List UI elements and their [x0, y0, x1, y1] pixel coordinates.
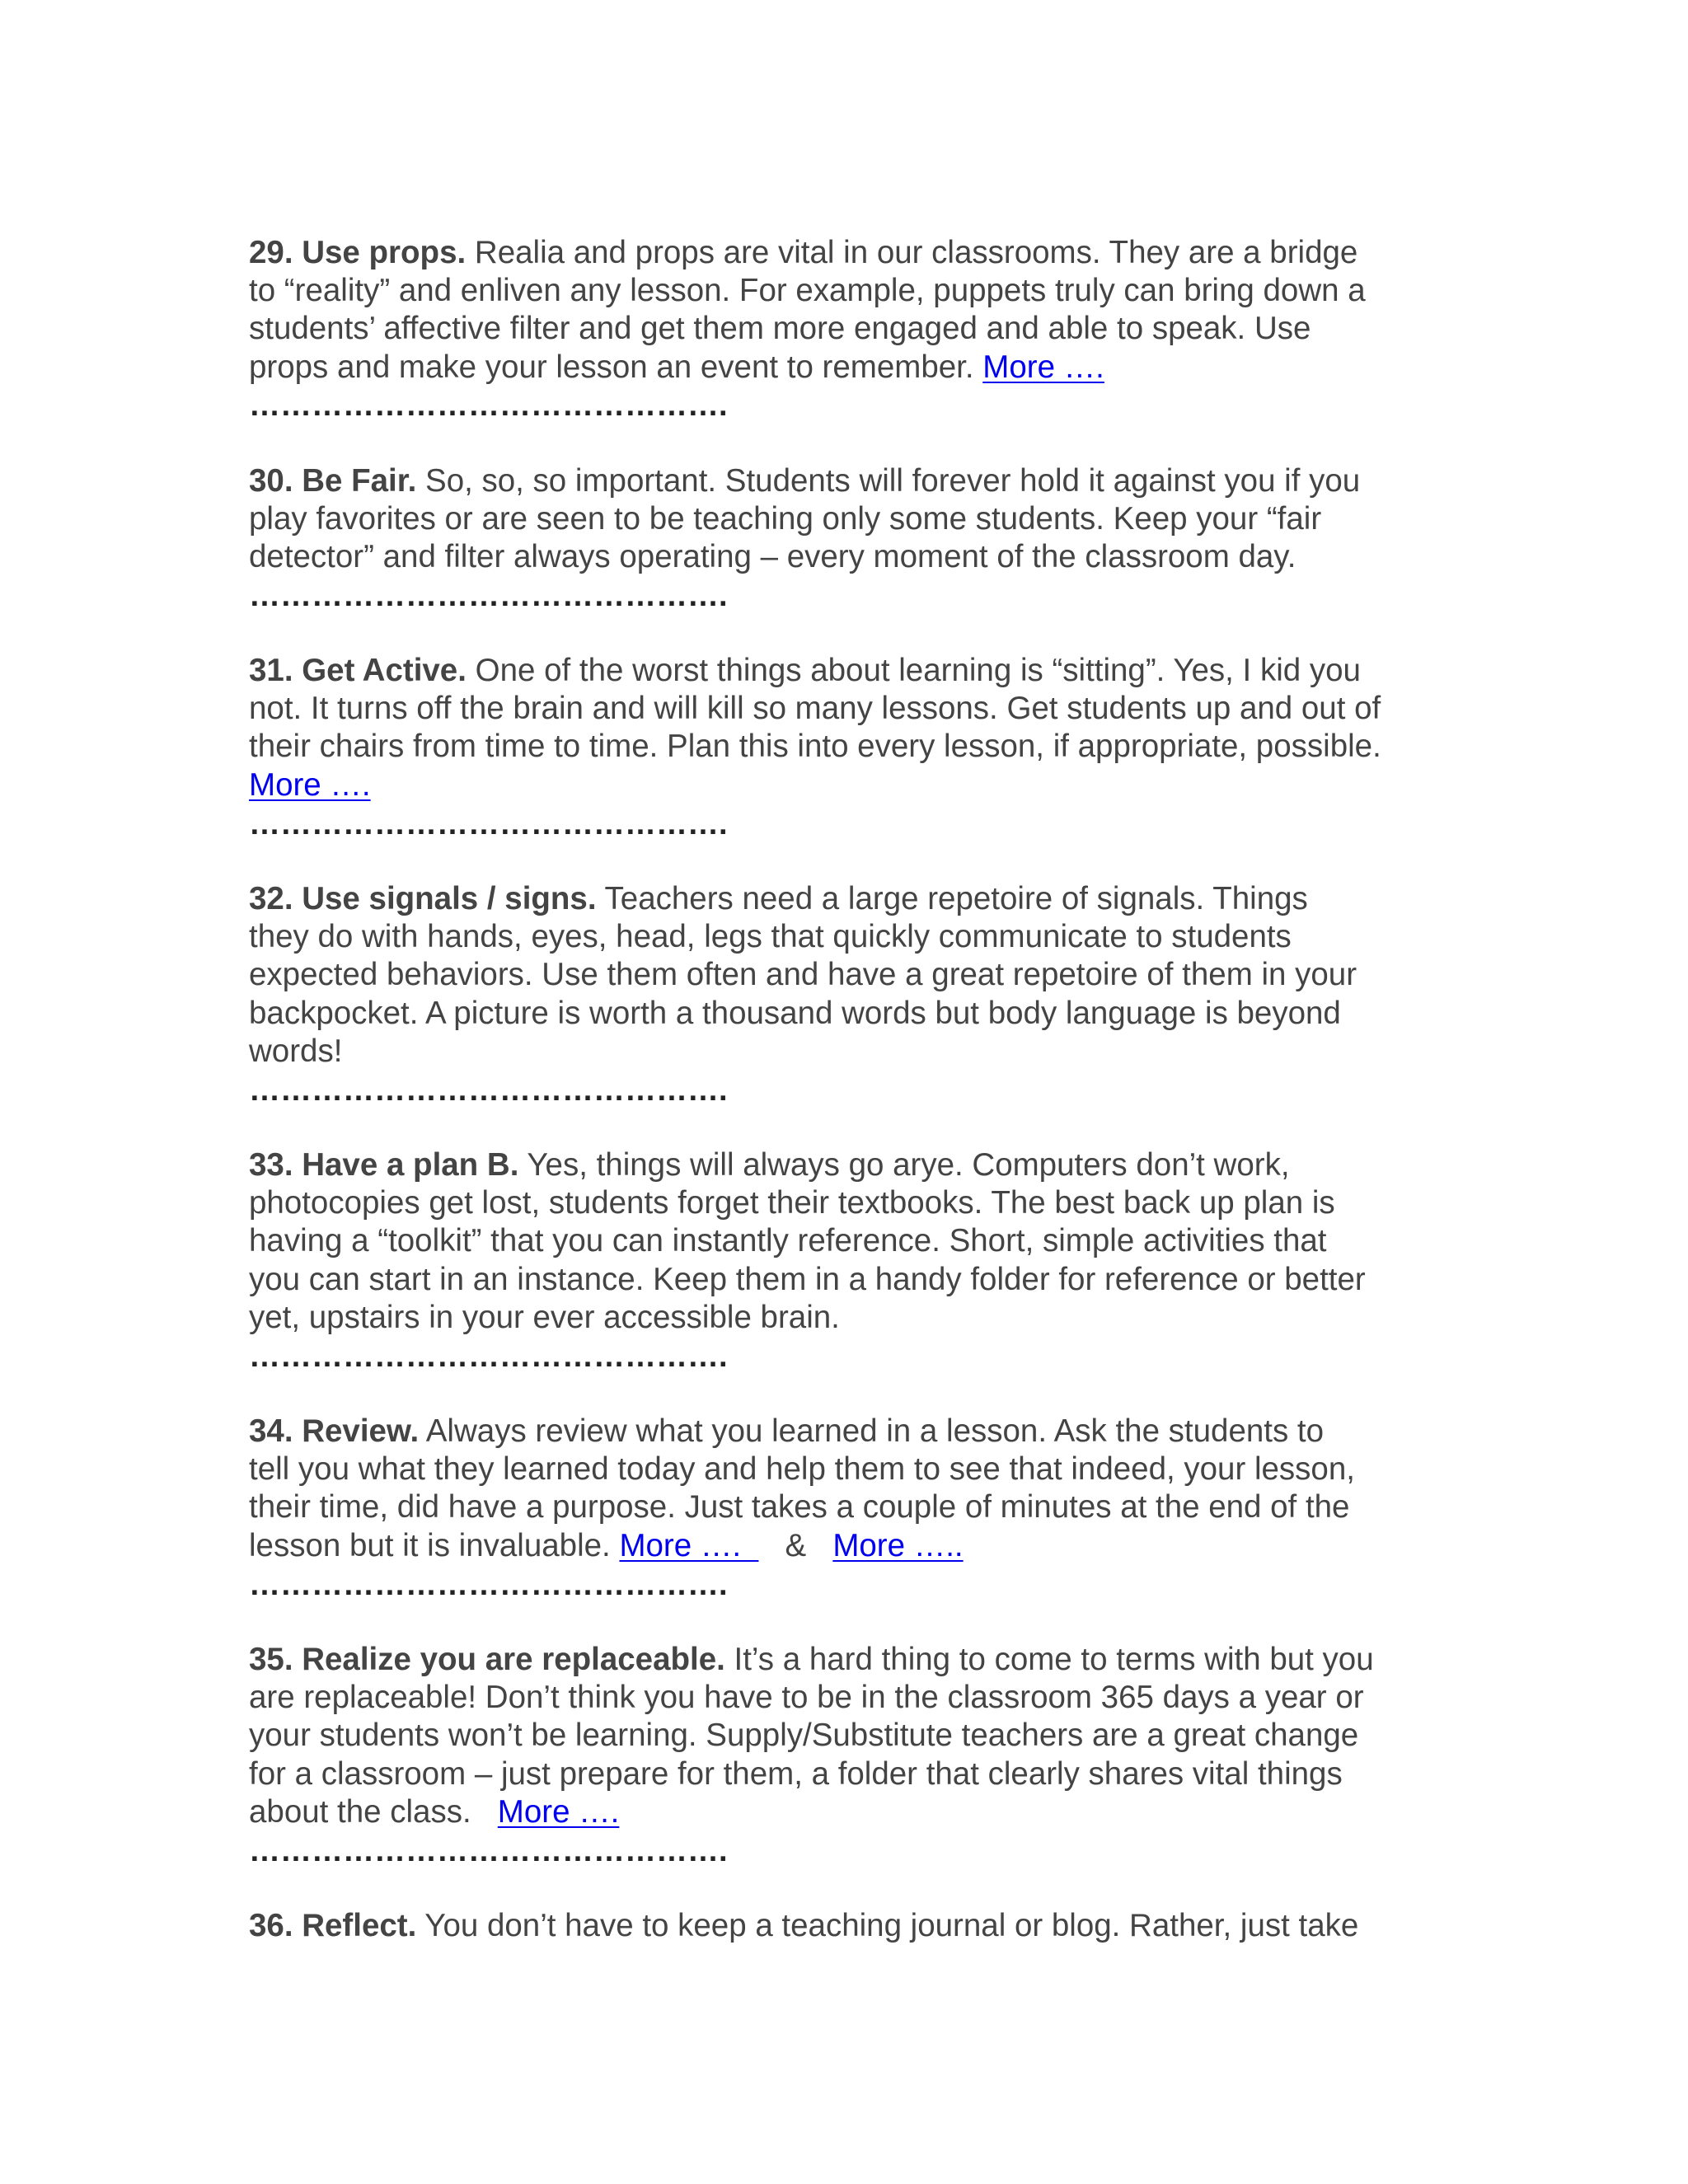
- separator-dots: ……………………………………….: [249, 1834, 728, 1868]
- tip-text: photocopies get lost, students forget their textbooks. The best back up plan is: [249, 1185, 1335, 1221]
- tip-32: [249, 880, 1469, 1071]
- tip-text: your students won’t be learning. Supply/Substitute teachers are a great change: [249, 1718, 1359, 1754]
- tip-33: [249, 1146, 1469, 1337]
- separator-dots: ……………………………………….: [249, 807, 728, 841]
- ampersand: &: [758, 1527, 833, 1563]
- tip-text: One of the worst things about learning is “sitting”. Yes, I kid you: [466, 653, 1361, 688]
- tip-text: their chairs from time to time. Plan this into every lesson, if appropriate, possible.: [249, 729, 1381, 765]
- tip-text: Always review what you learned in a lesson. Ask the students to: [419, 1413, 1325, 1449]
- separator-dots: ……………………………………….: [249, 579, 728, 613]
- more-link[interactable]: More ….: [982, 349, 1104, 385]
- tip-text: Yes, things will always go arye. Computers don’t work,: [518, 1147, 1290, 1183]
- tip-text: backpocket. A picture is worth a thousand words but body language is beyond: [249, 995, 1341, 1031]
- tip-text: So, so, so important. Students will forever hold it against you if you: [416, 463, 1361, 499]
- tip-29: [249, 234, 1469, 387]
- tip-text: yet, upstairs in your ever accessible brain.: [249, 1299, 840, 1335]
- more-link[interactable]: More ….: [619, 1527, 759, 1563]
- tip-text: you can start in an instance. Keep them in a handy folder for reference or better: [249, 1261, 1366, 1297]
- tip-35: [249, 1641, 1469, 1831]
- tip-title: 32. Use signals / signs.: [249, 881, 597, 916]
- tip-text: not. It turns off the brain and will kill so many lessons. Get students up and out of: [249, 691, 1381, 727]
- separator-dots: ……………………………………….: [249, 1568, 728, 1602]
- tip-title: 34. Review.: [249, 1413, 420, 1449]
- tip-text: having a “toolkit” that you can instantly reference. Short, simple activities that: [249, 1223, 1327, 1259]
- tip-text: students’ affective filter and get them more engaged and able to speak. Use: [249, 311, 1311, 347]
- tip-text: to “reality” and enliven any lesson. For example, puppets truly can bring down a: [249, 273, 1366, 309]
- tip-text: lesson but it is invaluable.: [249, 1527, 620, 1563]
- more-link[interactable]: More ….: [249, 766, 371, 803]
- tip-text: Realia and props are vital in our classrooms. They are a bridge: [466, 235, 1358, 270]
- tip-title: 36. Reflect.: [249, 1908, 417, 1943]
- tip-text: You don’t have to keep a teaching journal or blog. Rather, just take: [416, 1908, 1359, 1943]
- tip-30: [249, 462, 1469, 577]
- separator-dots: ……………………………………….: [249, 1073, 728, 1108]
- more-link-2[interactable]: More …..: [832, 1527, 964, 1563]
- tip-text: about the class.: [249, 1793, 498, 1830]
- tip-36: [249, 1907, 1469, 1945]
- tip-text: their time, did have a purpose. Just takes a couple of minutes at the end of the: [249, 1489, 1350, 1526]
- tip-title: 29. Use props.: [249, 235, 467, 270]
- tip-text: detector” and filter always operating – every moment of the classroom day.: [249, 539, 1296, 575]
- tip-text: play favorites or are seen to be teaching only some students. Keep your “fair: [249, 501, 1322, 537]
- tip-title: 33. Have a plan B.: [249, 1147, 519, 1183]
- tip-text: words!: [249, 1033, 343, 1069]
- tip-34: [249, 1413, 1469, 1565]
- tip-text: tell you what they learned today and help them to see that indeed, your lesson,: [249, 1451, 1355, 1488]
- tip-text: Teachers need a large repetoire of signals. Things: [596, 881, 1308, 916]
- tip-text: expected behaviors. Use them often and have a great repetoire of them in your: [249, 957, 1357, 993]
- tip-title: 35. Realize you are replaceable.: [249, 1642, 725, 1677]
- tip-31: [249, 652, 1469, 804]
- tip-text: are replaceable! Don’t think you have to be in the classroom 365 days a year or: [249, 1680, 1364, 1716]
- tip-title: 30. Be Fair.: [249, 463, 417, 499]
- more-link[interactable]: More ….: [497, 1793, 620, 1830]
- tip-text: for a classroom – just prepare for them, a folder that clearly shares vital things: [249, 1755, 1343, 1792]
- tip-text: props and make your lesson an event to remember.: [249, 349, 983, 385]
- tip-text: they do with hands, eyes, head, legs that quickly communicate to students: [249, 919, 1292, 955]
- separator-dots: ……………………………………….: [249, 1339, 728, 1374]
- tip-title: 31. Get Active.: [249, 653, 467, 688]
- separator-dots: ……………………………………….: [249, 388, 728, 423]
- tip-text: It’s a hard thing to come to terms with but you: [724, 1642, 1374, 1677]
